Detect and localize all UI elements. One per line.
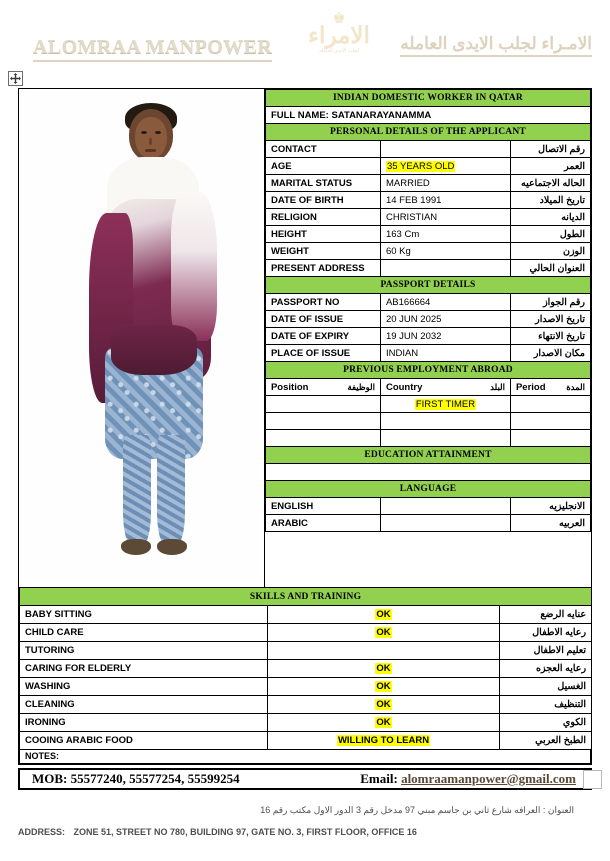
footer-address-arabic: العنوان : العرافه شارع ثاني بن جاسم مبني 97 مدخل رقم 3 الدور الاول مكتب رقم 16 xyxy=(260,805,574,815)
employment-col-position-label: Position xyxy=(270,381,309,393)
employment-position-value[interactable] xyxy=(265,430,380,447)
table-row xyxy=(20,606,592,624)
table-row xyxy=(265,328,590,345)
email-label: Email: xyxy=(360,771,398,786)
skill-label: CHILD CARE xyxy=(20,624,268,642)
skill-label: CLEANING xyxy=(20,696,268,714)
language-label: ENGLISH xyxy=(265,498,380,515)
table-row xyxy=(265,498,590,515)
employment-position-value[interactable] xyxy=(265,396,380,413)
table-row xyxy=(265,464,590,481)
skill-label-arabic: الغسيل xyxy=(500,678,592,696)
field-label: HEIGHT xyxy=(265,226,380,243)
field-label: DATE OF BIRTH xyxy=(265,192,380,209)
title-bar-row xyxy=(265,90,590,107)
photo-cell xyxy=(19,89,265,587)
table-row xyxy=(265,311,590,328)
section-title-personal: PERSONAL DETAILS OF THE APPLICANT xyxy=(265,124,590,141)
employment-col-country xyxy=(380,379,510,396)
table-row xyxy=(20,678,592,696)
field-value[interactable]: 14 FEB 1991 xyxy=(380,192,510,209)
employment-col-position xyxy=(265,379,380,396)
skill-value[interactable] xyxy=(268,660,500,678)
table-row xyxy=(265,396,590,413)
skills-section-header xyxy=(20,588,592,606)
field-value[interactable]: 163 Cm xyxy=(380,226,510,243)
table-row xyxy=(265,209,590,226)
field-label: CONTACT xyxy=(265,141,380,158)
language-value[interactable] xyxy=(380,498,510,515)
field-label: PRESENT ADDRESS xyxy=(265,260,380,277)
field-label: MARITAL STATUS xyxy=(265,175,380,192)
applicant-photo xyxy=(25,95,258,581)
skill-label-arabic: الكوي xyxy=(500,714,592,732)
applicant-cv-sheet xyxy=(18,88,592,765)
field-label-arabic: الحاله الاجتماعيه xyxy=(510,175,590,192)
section-title-previous-employment: PREVIOUS EMPLOYMENT ABROAD xyxy=(265,362,590,379)
field-label: WEIGHT xyxy=(265,243,380,260)
section-title-skills: SKILLS AND TRAINING xyxy=(20,588,592,606)
page-title: INDIAN DOMESTIC WORKER IN QATAR xyxy=(265,90,590,107)
skill-highlight: OK xyxy=(376,699,391,710)
field-label-arabic: الوزن xyxy=(510,243,590,260)
age-highlight: 35 YEARS OLD xyxy=(386,160,455,172)
passport-section-header xyxy=(265,277,590,294)
full-name: FULL NAME: SATANARAYANAMMA xyxy=(265,107,590,124)
table-row xyxy=(265,175,590,192)
field-label: AGE xyxy=(265,158,380,175)
brand-arabic-name: الامـراء لجلب الايدى العامله xyxy=(400,34,592,57)
field-label-arabic: العمر xyxy=(510,158,590,175)
skill-value[interactable] xyxy=(268,732,500,750)
info-cell xyxy=(265,89,591,587)
employment-col-country-label: Country xyxy=(385,381,423,393)
skill-highlight: OK xyxy=(376,663,391,674)
table-row xyxy=(20,624,592,642)
field-label-arabic: العنوان الحالي xyxy=(510,260,590,277)
notes-label[interactable]: NOTES: xyxy=(19,750,591,764)
footer-address-value: ZONE 51, STREET NO 780, BUILDING 97, GATE NO. 3, FIRST FLOOR, OFFICE 16 xyxy=(73,827,417,837)
mobile-numbers[interactable]: MOB: 55577240, 55577254, 55599254 xyxy=(32,771,240,786)
field-label-arabic: رقم الجواز xyxy=(510,294,590,311)
language-label: ARABIC xyxy=(265,515,380,532)
employment-country-value[interactable] xyxy=(380,430,510,447)
skill-highlight: OK xyxy=(376,681,391,692)
language-section-header xyxy=(265,481,590,498)
move-handle-icon[interactable] xyxy=(8,71,23,86)
skill-highlight: OK xyxy=(376,609,391,620)
skill-label: CARING FOR ELDERLY xyxy=(20,660,268,678)
section-title-language: LANGUAGE xyxy=(265,481,590,498)
email-link[interactable]: alomraamanpower@gmail.com xyxy=(401,771,576,786)
footer-address-english xyxy=(18,827,592,837)
field-label: PLACE OF ISSUE xyxy=(265,345,380,362)
details-table xyxy=(265,89,591,532)
skill-label-arabic: التنظيف xyxy=(500,696,592,714)
skill-label: IRONING xyxy=(20,714,268,732)
skill-highlight: WILLING TO LEARN xyxy=(337,735,430,746)
language-label-arabic: الانجليزيه xyxy=(510,498,590,515)
field-value[interactable]: INDIAN xyxy=(380,345,510,362)
field-value[interactable]: 19 JUN 2032 xyxy=(380,328,510,345)
table-row xyxy=(265,515,590,532)
language-label-arabic: العربيه xyxy=(510,515,590,532)
employment-country-value[interactable] xyxy=(380,396,510,413)
skill-label: TUTORING xyxy=(20,642,268,660)
section-title-education: EDUCATION ATTAINMENT xyxy=(265,447,590,464)
field-value[interactable]: CHRISTIAN xyxy=(380,209,510,226)
table-row xyxy=(265,226,590,243)
skill-value[interactable] xyxy=(268,696,500,714)
field-value[interactable]: MARRIED xyxy=(380,175,510,192)
table-row xyxy=(265,294,590,311)
table-row xyxy=(265,413,590,430)
education-value[interactable] xyxy=(265,464,590,481)
personal-section-header xyxy=(265,124,590,141)
brand-logo-subtitle: لجلب الايدى العامله xyxy=(318,48,360,54)
skill-label-arabic: رعايه العجزه xyxy=(500,660,592,678)
full-name-row xyxy=(265,107,590,124)
first-timer-highlight: FIRST TIMER xyxy=(415,398,476,410)
skill-value[interactable] xyxy=(268,642,500,660)
skill-value[interactable] xyxy=(268,606,500,624)
field-label-arabic: الديانه xyxy=(510,209,590,226)
crown-icon: ♚ xyxy=(332,10,346,27)
field-label-arabic: تاريخ الانتهاء xyxy=(510,328,590,345)
employment-position-value[interactable] xyxy=(265,413,380,430)
field-label-arabic: الطول xyxy=(510,226,590,243)
skill-highlight: OK xyxy=(376,627,391,638)
table-row xyxy=(20,696,592,714)
table-row xyxy=(20,714,592,732)
employment-section-header xyxy=(265,362,590,379)
page-edge-marker xyxy=(583,770,602,789)
skill-value[interactable] xyxy=(268,714,500,732)
table-row xyxy=(265,243,590,260)
skill-label-arabic: عنايه الرضع xyxy=(500,606,592,624)
brand-logo xyxy=(283,10,395,60)
skill-label-arabic: تعليم الاطفال xyxy=(500,642,592,660)
table-row xyxy=(20,642,592,660)
skill-label: COOING ARABIC FOOD xyxy=(20,732,268,750)
email-block xyxy=(360,771,590,787)
employment-period-value[interactable] xyxy=(510,413,590,430)
field-value[interactable]: AB166664 xyxy=(380,294,510,311)
skill-label-arabic: رعايه الاطفال xyxy=(500,624,592,642)
field-label: DATE OF EXPIRY xyxy=(265,328,380,345)
field-label-arabic: رقم الاتصال xyxy=(510,141,590,158)
skill-value[interactable] xyxy=(268,678,500,696)
field-label-arabic: تاريخ الاصدار xyxy=(510,311,590,328)
skill-value[interactable] xyxy=(268,624,500,642)
table-row xyxy=(265,192,590,209)
brand-logo-word: الامراء xyxy=(308,22,370,48)
brand-header xyxy=(0,0,610,68)
brand-english-name: ALOMRAA MANPOWER xyxy=(33,36,272,62)
table-row xyxy=(265,345,590,362)
field-label-arabic: مكان الاصدار xyxy=(510,345,590,362)
skills-table xyxy=(19,587,592,750)
field-value[interactable]: 20 JUN 2025 xyxy=(380,311,510,328)
table-row xyxy=(265,430,590,447)
employment-col-period xyxy=(510,379,590,396)
contact-bar xyxy=(18,768,592,790)
field-label: PASSPORT NO xyxy=(265,294,380,311)
footer-address-key: ADDRESS: xyxy=(18,827,66,837)
field-label: RELIGION xyxy=(265,209,380,226)
upper-section xyxy=(19,89,591,587)
field-value[interactable]: 60 Kg xyxy=(380,243,510,260)
employment-col-position-arabic: الوظيفة xyxy=(347,381,375,392)
employment-col-country-arabic: البلد xyxy=(490,381,505,392)
field-label-arabic: تاريخ الميلاد xyxy=(510,192,590,209)
employment-period-value[interactable] xyxy=(510,430,590,447)
employment-col-period-label: Period xyxy=(515,381,546,393)
field-value[interactable] xyxy=(380,141,510,158)
skill-label-arabic: الطبخ العربي xyxy=(500,732,592,750)
table-row xyxy=(20,732,592,750)
table-row xyxy=(265,141,590,158)
table-row xyxy=(20,660,592,678)
education-section-header xyxy=(265,447,590,464)
employment-col-period-arabic: المدة xyxy=(566,381,585,392)
table-row xyxy=(265,260,590,277)
field-label: DATE OF ISSUE xyxy=(265,311,380,328)
employment-header-row xyxy=(265,379,590,396)
skill-label: WASHING xyxy=(20,678,268,696)
employment-period-value[interactable] xyxy=(510,396,590,413)
field-value[interactable] xyxy=(380,260,510,277)
section-title-passport: PASSPORT DETAILS xyxy=(265,277,590,294)
skill-highlight: OK xyxy=(376,717,391,728)
field-value[interactable] xyxy=(380,158,510,175)
language-value[interactable] xyxy=(380,515,510,532)
table-row xyxy=(265,158,590,175)
employment-country-value[interactable] xyxy=(380,413,510,430)
skill-label: BABY SITTING xyxy=(20,606,268,624)
